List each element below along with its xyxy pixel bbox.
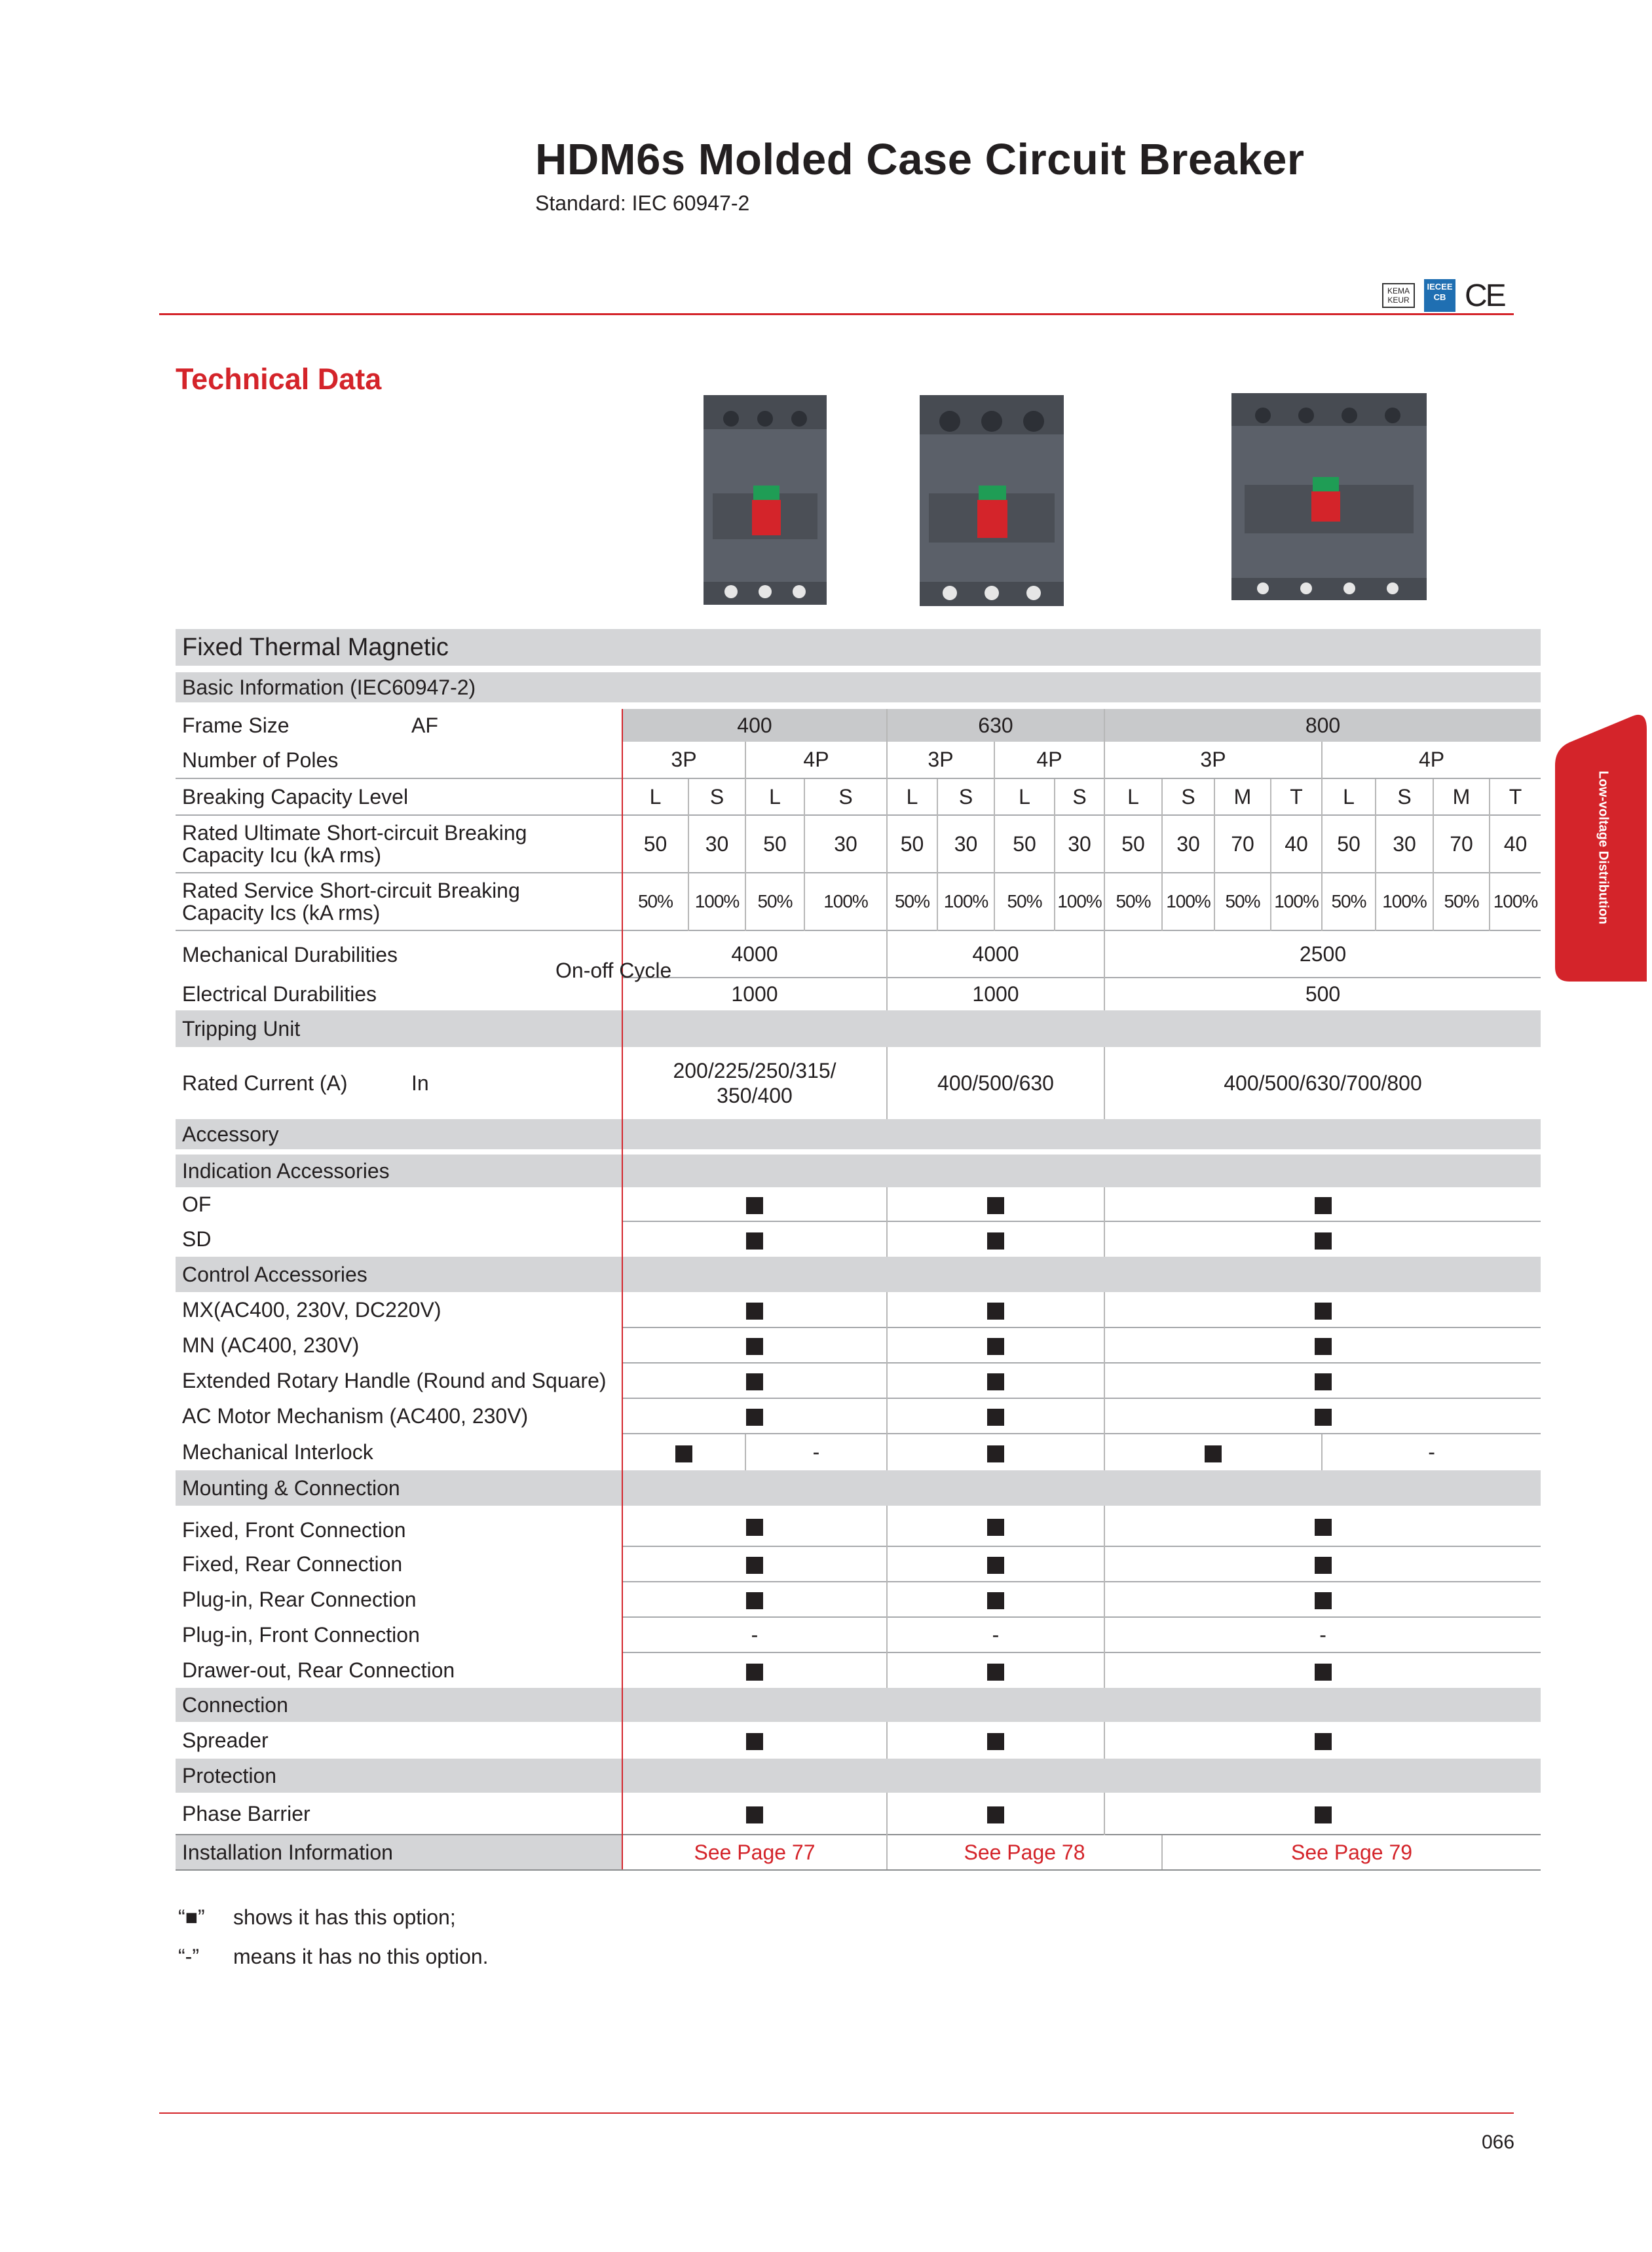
- poles-value: 4P: [994, 742, 1104, 778]
- poles-value: 3P: [1104, 742, 1322, 778]
- kema-keur-logo: KEMA KEUR: [1382, 283, 1415, 308]
- option-mark: [987, 1303, 1004, 1320]
- icu-cell: 40: [1490, 815, 1541, 873]
- ics-cell: 50%: [1322, 873, 1376, 930]
- poles-label: Number of Poles: [182, 748, 339, 772]
- breaker-400-image: [700, 395, 831, 611]
- mech-durability-row: [176, 930, 1541, 978]
- elec-durability-value: 1000: [622, 978, 887, 1010]
- frame-400: 400: [622, 709, 887, 742]
- technical-data-table: [176, 629, 1541, 1871]
- icu-cell: 30: [804, 815, 887, 873]
- ics-cell: 50%: [1433, 873, 1490, 930]
- rotary-handle-row: [176, 1363, 1541, 1398]
- option-mark: [1315, 1557, 1332, 1574]
- fixed-front-label: Fixed, Front Connection: [182, 1518, 406, 1542]
- installation-row: [176, 1835, 1541, 1870]
- ics-cell: 100%: [1055, 873, 1104, 930]
- drawout-rear-row: [176, 1652, 1541, 1688]
- frame-size-label: Frame Size: [182, 714, 290, 737]
- accessory-row: [176, 1119, 1541, 1149]
- option-mark: [1315, 1373, 1332, 1390]
- plugin-front-row: [176, 1617, 1541, 1652]
- fixed-front-row: [176, 1506, 1541, 1546]
- fixed-rear-row: [176, 1546, 1541, 1582]
- frame-size-row: [176, 709, 1541, 742]
- option-mark: [987, 1664, 1004, 1681]
- option-mark: [746, 1557, 763, 1574]
- level-cell: S: [688, 778, 745, 815]
- mn-label: MN (AC400, 230V): [182, 1333, 360, 1357]
- poles-row: [176, 742, 1541, 778]
- level-cell: M: [1433, 778, 1490, 815]
- option-mark: [1315, 1664, 1332, 1681]
- installation-link-630[interactable]: See Page 78: [887, 1835, 1162, 1870]
- elec-durability-label: Electrical Durabilities: [182, 982, 377, 1006]
- basic-info-label: Basic Information (IEC60947-2): [176, 672, 1541, 702]
- rated-current-630: 400/500/630: [887, 1047, 1104, 1119]
- icu-cell: 40: [1271, 815, 1322, 873]
- option-mark: [987, 1445, 1004, 1462]
- fixed-thermal-label: Fixed Thermal Magnetic: [176, 629, 1541, 666]
- phase-barrier-label: Phase Barrier: [182, 1801, 310, 1825]
- option-mark: [987, 1806, 1004, 1823]
- elec-durability-value: 500: [1104, 978, 1541, 1010]
- option-mark: [746, 1338, 763, 1355]
- sd-row: [176, 1221, 1541, 1257]
- icu-cell: 50: [622, 815, 688, 873]
- mech-durability-label: Mechanical Durabilities: [176, 930, 411, 978]
- level-cell: L: [887, 778, 937, 815]
- level-cell: L: [1104, 778, 1162, 815]
- level-cell: S: [1376, 778, 1433, 815]
- level-cell: L: [745, 778, 804, 815]
- interlock-row: [176, 1434, 1541, 1470]
- legend-text: shows it has this option;: [233, 1905, 456, 1929]
- ics-cell: 50%: [622, 873, 688, 930]
- option-mark: [746, 1373, 763, 1390]
- option-mark: [987, 1338, 1004, 1355]
- option-mark: [746, 1197, 763, 1214]
- plugin-front-label: Plug-in, Front Connection: [182, 1623, 420, 1647]
- no-option-mark: -: [887, 1617, 1104, 1652]
- indication-label: Indication Accessories: [176, 1155, 622, 1187]
- option-mark: [675, 1445, 692, 1462]
- poles-value: 4P: [1322, 742, 1541, 778]
- page-title: HDM6s Molded Case Circuit Breaker: [535, 135, 1305, 184]
- legend-note: [178, 1937, 489, 1976]
- option-mark: [1315, 1409, 1332, 1426]
- no-option-mark: -: [1104, 1617, 1541, 1652]
- option-mark: [746, 1409, 763, 1426]
- mounting-label: Mounting & Connection: [176, 1470, 622, 1506]
- option-mark: [987, 1557, 1004, 1574]
- fixed-rear-label: Fixed, Rear Connection: [182, 1552, 403, 1576]
- mx-row: [176, 1292, 1541, 1327]
- option-mark: [987, 1373, 1004, 1390]
- sd-label: SD: [182, 1227, 212, 1251]
- rated-current-unit: In: [411, 1071, 429, 1095]
- ics-cell: 100%: [688, 873, 745, 930]
- no-option-mark: -: [622, 1617, 887, 1652]
- mech-durability-value: 4000: [622, 930, 887, 978]
- option-mark: [1315, 1592, 1332, 1609]
- option-mark: [987, 1592, 1004, 1609]
- mech-durability-value: 4000: [887, 930, 1104, 978]
- drawout-rear-label: Drawer-out, Rear Connection: [182, 1658, 455, 1682]
- option-mark: [1205, 1445, 1222, 1462]
- legend-text: means it has no this option.: [233, 1945, 489, 1968]
- of-label: OF: [182, 1193, 212, 1216]
- icu-cell: 70: [1433, 815, 1490, 873]
- option-mark: [987, 1409, 1004, 1426]
- option-mark: [1315, 1338, 1332, 1355]
- on-off-cycle-label: On-off Cycle: [411, 930, 622, 1010]
- tripping-unit-row: [176, 1010, 1541, 1047]
- level-cell: M: [1214, 778, 1271, 815]
- ics-cell: 100%: [937, 873, 994, 930]
- icu-cell: 30: [937, 815, 994, 873]
- option-mark: [1315, 1197, 1332, 1214]
- control-row: [176, 1257, 1541, 1292]
- mx-label: MX(AC400, 230V, DC220V): [182, 1298, 441, 1322]
- ics-cell: 50%: [887, 873, 937, 930]
- frame-800: 800: [1104, 709, 1541, 742]
- spreader-row: [176, 1722, 1541, 1759]
- side-tab-label: Low-voltage Distribution: [1596, 770, 1611, 925]
- ics-cell: 100%: [804, 873, 887, 930]
- ics-cell: 50%: [1214, 873, 1271, 930]
- level-cell: L: [994, 778, 1055, 815]
- no-option-mark: -: [1322, 1434, 1541, 1470]
- rated-current-800: 400/500/630/700/800: [1104, 1047, 1541, 1119]
- ce-mark-logo: CE: [1465, 278, 1505, 313]
- ics-cell: 50%: [994, 873, 1055, 930]
- level-cell: S: [1055, 778, 1104, 815]
- ics-cell: 50%: [745, 873, 804, 930]
- level-cell: S: [804, 778, 887, 815]
- connection-row: [176, 1688, 1541, 1722]
- connection-label: Connection: [176, 1688, 622, 1722]
- phase-barrier-row: [176, 1793, 1541, 1835]
- icu-cell: 70: [1214, 815, 1271, 873]
- iecee-cb-logo: IECEE CB: [1424, 279, 1455, 312]
- rated-current-400: 200/225/250/315/ 350/400: [622, 1047, 887, 1119]
- level-cell: S: [1162, 778, 1214, 815]
- spreader-label: Spreader: [182, 1728, 269, 1752]
- rated-current-row: [176, 1047, 1541, 1119]
- option-mark: [1315, 1303, 1332, 1320]
- accessory-label: Accessory: [176, 1119, 622, 1149]
- icu-cell: 30: [1162, 815, 1214, 873]
- option-mark: [987, 1232, 1004, 1250]
- icu-cell: 50: [994, 815, 1055, 873]
- ics-cell: 100%: [1162, 873, 1214, 930]
- ics-cell: 100%: [1271, 873, 1322, 930]
- breaking-level-label: Breaking Capacity Level: [176, 778, 622, 815]
- installation-link-800[interactable]: See Page 79: [1162, 1835, 1541, 1870]
- poles-value: 3P: [887, 742, 994, 778]
- poles-value: 3P: [622, 742, 745, 778]
- icu-cell: 50: [745, 815, 804, 873]
- rotary-handle-label: Extended Rotary Handle (Round and Square): [182, 1369, 607, 1392]
- option-mark: [1315, 1733, 1332, 1750]
- option-mark: [746, 1303, 763, 1320]
- icu-row: [176, 815, 1541, 873]
- standard-subtitle: Standard: IEC 60947-2: [535, 191, 750, 215]
- installation-link-400[interactable]: See Page 77: [622, 1835, 887, 1870]
- protection-row: [176, 1759, 1541, 1793]
- option-mark: [746, 1519, 763, 1536]
- no-option-mark: -: [745, 1434, 887, 1470]
- rated-current-label: Rated Current (A): [182, 1071, 348, 1095]
- breaker-800-image: [1229, 393, 1429, 601]
- option-mark: [1315, 1806, 1332, 1823]
- interlock-label: Mechanical Interlock: [182, 1440, 373, 1464]
- level-cell: S: [937, 778, 994, 815]
- breaker-630-image: [916, 395, 1068, 611]
- plugin-rear-row: [176, 1582, 1541, 1617]
- certification-marks: [1382, 278, 1505, 313]
- header-divider: [159, 313, 1514, 315]
- page-number: 066: [1482, 2131, 1515, 2153]
- elec-durability-row: [176, 978, 1541, 1010]
- legend-notes: [178, 1898, 489, 1976]
- plugin-rear-label: Plug-in, Rear Connection: [182, 1588, 417, 1611]
- option-mark: [746, 1806, 763, 1823]
- option-mark: [746, 1592, 763, 1609]
- frame-630: 630: [887, 709, 1104, 742]
- icu-cell: 50: [887, 815, 937, 873]
- level-cell: T: [1490, 778, 1541, 815]
- basic-info-row: [176, 672, 1541, 702]
- level-cell: L: [1322, 778, 1376, 815]
- installation-label: Installation Information: [176, 1835, 622, 1870]
- control-label: Control Accessories: [176, 1257, 622, 1292]
- legend-key: “■”: [178, 1905, 205, 1929]
- mounting-row: [176, 1470, 1541, 1506]
- level-cell: L: [622, 778, 688, 815]
- icu-cell: 30: [1055, 815, 1104, 873]
- ics-label: Rated Service Short-circuit Breaking Capacity Ics (kA rms): [176, 873, 622, 930]
- option-mark: [987, 1733, 1004, 1750]
- option-mark: [1315, 1232, 1332, 1250]
- option-mark: [746, 1232, 763, 1250]
- icu-cell: 30: [688, 815, 745, 873]
- motor-mechanism-row: [176, 1398, 1541, 1434]
- poles-value: 4P: [745, 742, 887, 778]
- of-row: [176, 1187, 1541, 1221]
- section-title: Technical Data: [176, 362, 382, 396]
- option-mark: [746, 1733, 763, 1750]
- footer-divider: [159, 2112, 1514, 2114]
- legend-key: “-”: [178, 1945, 199, 1968]
- fixed-thermal-row: [176, 629, 1541, 666]
- breaking-level-row: [176, 778, 1541, 815]
- frame-size-unit: AF: [411, 714, 438, 737]
- level-cell: T: [1271, 778, 1322, 815]
- mn-row: [176, 1327, 1541, 1363]
- tripping-unit-label: Tripping Unit: [176, 1010, 622, 1047]
- motor-mechanism-label: AC Motor Mechanism (AC400, 230V): [182, 1404, 529, 1428]
- icu-cell: 50: [1104, 815, 1162, 873]
- elec-durability-value: 1000: [887, 978, 1104, 1010]
- indication-row: [176, 1155, 1541, 1187]
- option-mark: [987, 1519, 1004, 1536]
- mech-durability-value: 2500: [1104, 930, 1541, 978]
- legend-note: [178, 1898, 489, 1937]
- ics-cell: 100%: [1490, 873, 1541, 930]
- ics-cell: 100%: [1376, 873, 1433, 930]
- option-mark: [1315, 1519, 1332, 1536]
- protection-label: Protection: [176, 1759, 622, 1793]
- icu-cell: 50: [1322, 815, 1376, 873]
- option-mark: [746, 1664, 763, 1681]
- option-mark: [987, 1197, 1004, 1214]
- ics-cell: 50%: [1104, 873, 1162, 930]
- icu-cell: 30: [1376, 815, 1433, 873]
- icu-label: Rated Ultimate Short-circuit Breaking Capacity Icu (kA rms): [176, 815, 622, 873]
- ics-row: [176, 873, 1541, 930]
